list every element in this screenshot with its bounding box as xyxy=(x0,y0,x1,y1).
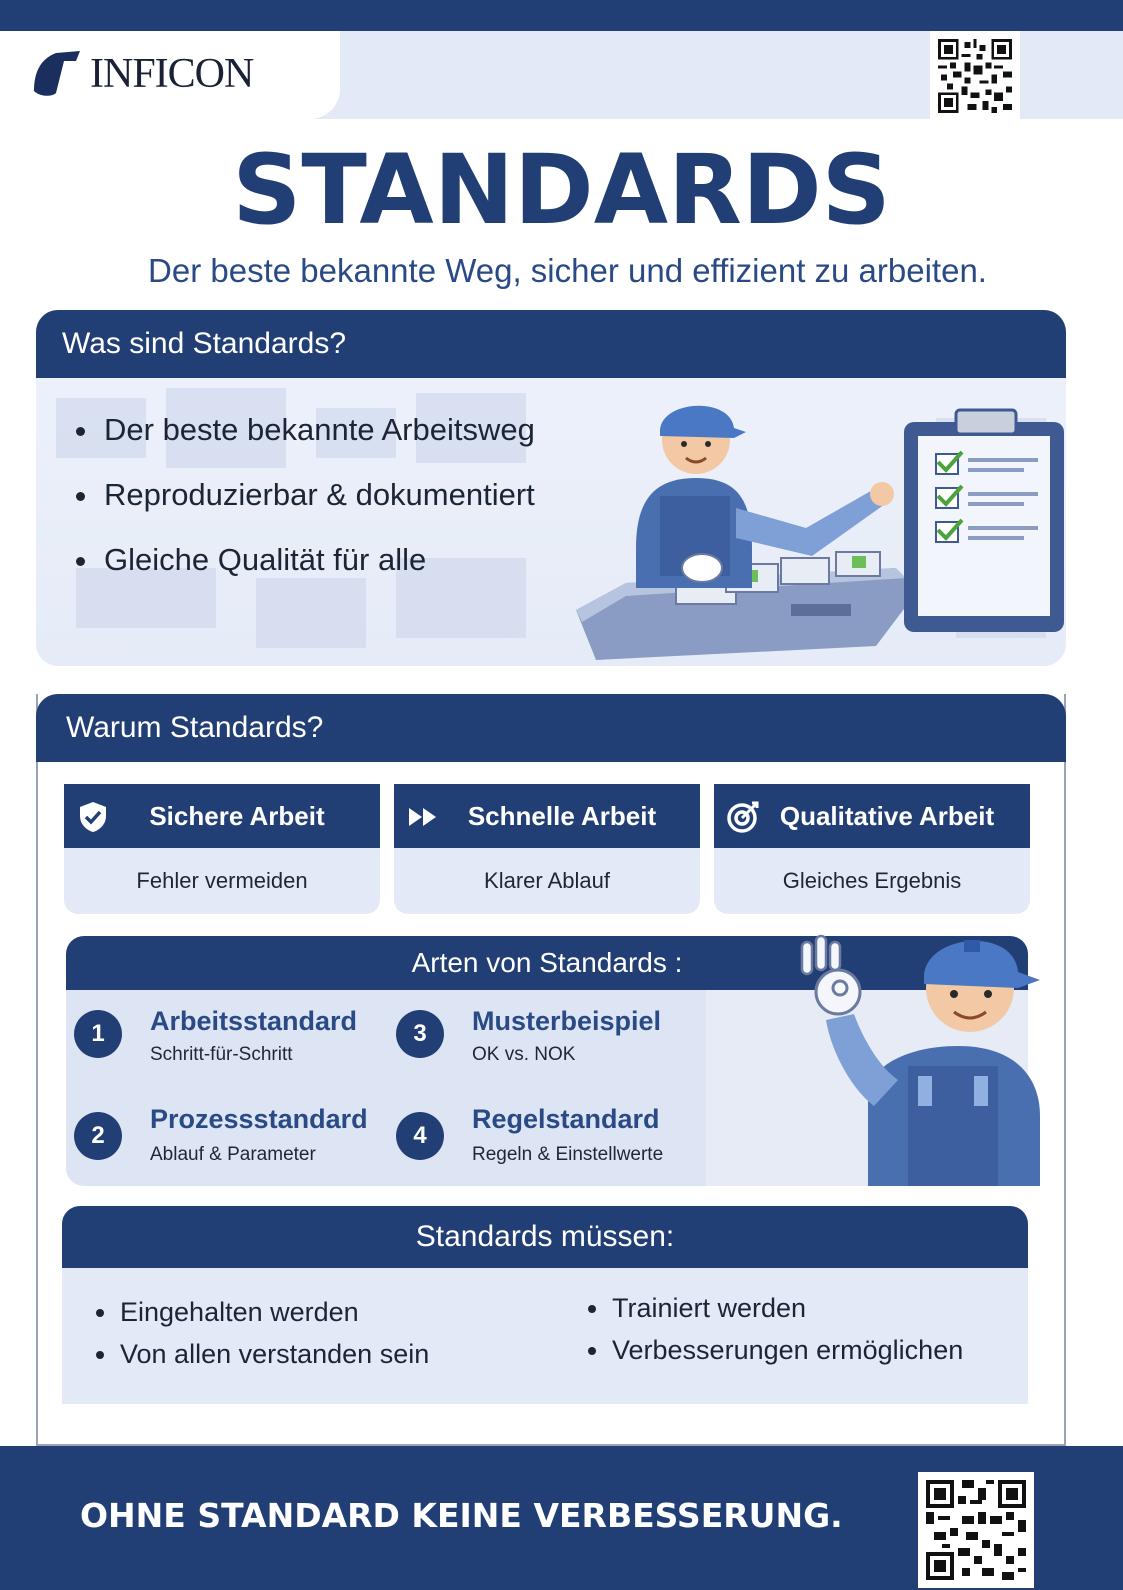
number-badge: 2 xyxy=(74,1112,122,1160)
must-list-right xyxy=(584,1290,963,1374)
section-heading: Warum Standards? xyxy=(36,694,1066,762)
card-title: Qualitative Arbeit xyxy=(779,801,995,831)
card-subtitle: Klarer Ablauf xyxy=(484,868,610,893)
footer-slogan: OHNE STANDARD KEINE VERBESSERUNG. xyxy=(80,1496,843,1535)
page-title: STANDARDS xyxy=(232,134,891,246)
must-heading: Standards müssen: xyxy=(62,1206,1028,1268)
card-subtitle: Fehler vermeiden xyxy=(136,868,308,893)
type-item xyxy=(66,990,386,1088)
type-title: Musterbeispiel xyxy=(472,1006,662,1036)
what-bullet-list xyxy=(76,410,535,605)
type-title: Prozessstandard xyxy=(150,1104,368,1134)
number-badge: 3 xyxy=(396,1010,444,1058)
brand-logo-text: INFICON xyxy=(90,51,254,97)
type-item xyxy=(66,1088,386,1186)
number-badge: 4 xyxy=(396,1112,444,1160)
type-title: Arbeitsstandard xyxy=(150,1006,358,1036)
type-description: Ablauf & Parameter xyxy=(150,1144,316,1165)
bullet-item: Der beste bekannte Arbeitsweg xyxy=(76,410,535,475)
qr-code-top xyxy=(930,31,1020,121)
type-description: Regeln & Einstellwerte xyxy=(472,1144,664,1165)
type-title: Regelstandard xyxy=(472,1104,660,1134)
bullet-item: Gleiche Qualität für alle xyxy=(76,540,535,605)
inficon-logo-icon xyxy=(30,47,82,99)
must-list-left xyxy=(92,1294,429,1378)
qr-code-icon xyxy=(938,39,1012,113)
types-heading: Arten von Standards : xyxy=(66,936,1028,990)
type-description: Schritt-für-Schritt xyxy=(150,1044,293,1065)
qr-code-bottom xyxy=(918,1472,1034,1588)
bullet-item: Eingehalten werden xyxy=(92,1294,429,1336)
why-standards-section xyxy=(36,694,1066,1446)
types-grid xyxy=(66,990,706,1186)
bullet-item: Verbesserungen ermöglichen xyxy=(584,1332,963,1374)
top-bar xyxy=(0,0,1123,31)
type-item xyxy=(388,1088,708,1186)
benefit-card-safe xyxy=(64,784,380,914)
card-subtitle: Gleiches Ergebnis xyxy=(782,868,962,893)
bullet-item: Von allen verstanden sein xyxy=(92,1336,429,1378)
what-are-standards-section xyxy=(36,310,1066,666)
type-item xyxy=(388,990,708,1088)
worker-ok-gesture-illustration xyxy=(778,896,1058,1186)
qr-code-icon xyxy=(926,1480,1026,1580)
page-subtitle: Der beste bekannte Weg, sicher und effizient zu arbeiten. xyxy=(148,252,987,289)
type-description: OK vs. NOK xyxy=(472,1044,576,1065)
number-badge: 1 xyxy=(74,1010,122,1058)
card-title: Schnelle Arbeit xyxy=(467,801,657,831)
benefit-card-quality xyxy=(714,784,1030,914)
bullet-item: Trainiert werden xyxy=(584,1290,963,1332)
card-title: Sichere Arbeit xyxy=(149,801,325,831)
bullet-item: Reproduzierbar & dokumentiert xyxy=(76,475,535,540)
standards-must-panel xyxy=(62,1206,1028,1404)
worker-with-checklist-illustration xyxy=(576,378,1066,666)
section-heading: Was sind Standards? xyxy=(36,310,1066,378)
benefit-card-fast xyxy=(394,784,700,914)
